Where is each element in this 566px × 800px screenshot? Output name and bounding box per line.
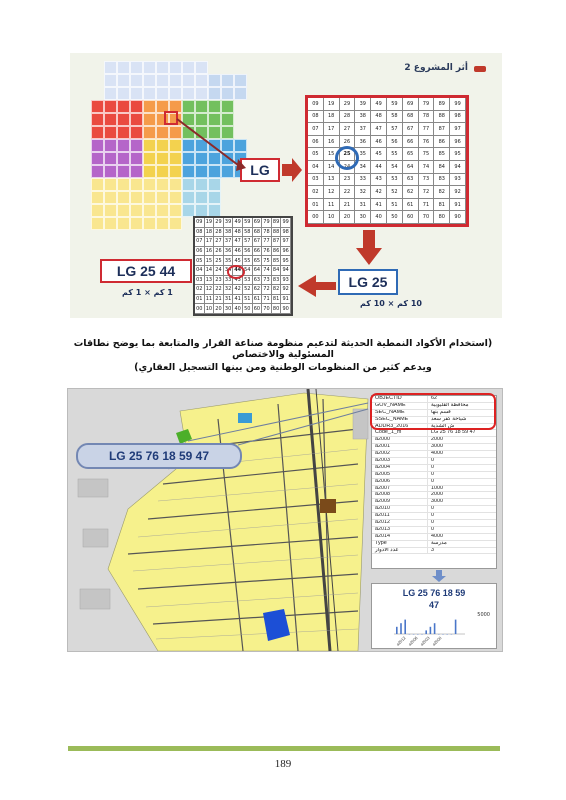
attribute-value: ش الشدية — [431, 423, 455, 429]
grid-cell: 82 — [434, 186, 450, 199]
attribute-row — [372, 527, 496, 534]
attribute-key: a2004 — [372, 465, 428, 471]
attribute-key: a2011 — [372, 513, 428, 519]
grid-cell: 69 — [253, 218, 263, 228]
grid-cell: 48 — [371, 111, 387, 124]
grid-cell: 05 — [308, 148, 324, 161]
grid-cell: 58 — [387, 111, 403, 124]
grid-cell: 51 — [243, 295, 253, 305]
attribute-value: 1000 — [431, 485, 443, 491]
figure-title: أثر المشروع 2 — [404, 63, 468, 73]
histogram-x-label: a2003 — [419, 635, 431, 647]
grid-cell: 27 — [214, 237, 224, 247]
grid-cell: 25 — [340, 148, 356, 161]
grid-cell: 33 — [224, 276, 234, 286]
lg2544-label: LG 25 44 — [100, 259, 192, 283]
grid-cell: 28 — [214, 228, 224, 238]
grid-cell: 78 — [262, 228, 272, 238]
grid-cell: 67 — [403, 123, 419, 136]
grid-cell: 37 — [355, 123, 371, 136]
grid-cell: 68 — [253, 228, 263, 238]
grid-cell: 62 — [403, 186, 419, 199]
attribute-value: 0 — [431, 520, 434, 526]
grid-cell: 90 — [450, 211, 466, 224]
grid-cell: 57 — [243, 237, 253, 247]
grid-cell: 89 — [272, 218, 282, 228]
grid-cell: 21 — [340, 199, 356, 212]
grid-cell: 89 — [434, 98, 450, 111]
grid-cell: 25 — [214, 256, 224, 266]
grid-cell: 19 — [205, 218, 215, 228]
attribute-value: 62 — [431, 396, 437, 401]
grid-cell: 56 — [243, 247, 253, 257]
attribute-row — [372, 506, 496, 513]
grid-cell: 40 — [233, 304, 243, 314]
grid-cell: 64 — [403, 161, 419, 174]
grid-cell: 32 — [355, 186, 371, 199]
grid-cell: 16 — [205, 247, 215, 257]
histogram-bar — [400, 623, 402, 634]
attribute-row — [372, 451, 496, 458]
grid-cell: 47 — [233, 237, 243, 247]
grid-cell: 60 — [253, 304, 263, 314]
attribute-key: Code_1_m — [372, 430, 428, 436]
grid-cell: 51 — [387, 199, 403, 212]
grid-cell: 10 — [205, 304, 215, 314]
grid-cell: 57 — [387, 123, 403, 136]
grid-cell: 42 — [371, 186, 387, 199]
grid-cell: 23 — [340, 174, 356, 187]
grid-cell: 66 — [253, 247, 263, 257]
grid-cell: 31 — [224, 295, 234, 305]
grid-cell: 65 — [403, 148, 419, 161]
histogram-bar — [425, 630, 427, 634]
attribute-value: LG 25 76 18 59 47 — [431, 430, 476, 436]
grid-cell: 87 — [434, 123, 450, 136]
grid-cell: 90 — [281, 304, 291, 314]
grid-cell: 27 — [340, 123, 356, 136]
grid-cell: 59 — [243, 218, 253, 228]
grid-cell: 22 — [214, 285, 224, 295]
grid-coding-figure — [70, 53, 502, 318]
attribute-key: عدد الأدوار — [372, 548, 428, 554]
attribute-row — [372, 513, 496, 520]
grid-cell: 61 — [253, 295, 263, 305]
grid-cell: 76 — [419, 136, 435, 149]
histogram-bar — [404, 620, 406, 634]
attribute-row — [372, 520, 496, 527]
down-arrow-icon — [432, 570, 446, 582]
histogram-bar — [430, 627, 432, 634]
grid-cell: 24 — [214, 266, 224, 276]
caption-line-2: ويدعم كثير من المنظومات الوطنية ومن بينها التسجيل العقاري) — [134, 362, 432, 373]
grid-cell: 59 — [387, 98, 403, 111]
grid-cell: 03 — [195, 276, 205, 286]
grid-cell: 01 — [308, 199, 324, 212]
grid-cell: 41 — [371, 199, 387, 212]
attribute-value: 2000 — [431, 492, 443, 498]
grid-cell: 61 — [403, 199, 419, 212]
grid-cell: 01 — [195, 295, 205, 305]
grid-cell: 93 — [281, 276, 291, 286]
grid-cell: 99 — [281, 218, 291, 228]
grid-cell: 99 — [450, 98, 466, 111]
grid-cell: 44 — [233, 266, 243, 276]
grid-cell: 97 — [281, 237, 291, 247]
grid-cell: 55 — [387, 148, 403, 161]
grid-cell: 30 — [355, 211, 371, 224]
grid-cell: 86 — [434, 136, 450, 149]
grid-cell: 07 — [308, 123, 324, 136]
grid-cell: 50 — [387, 211, 403, 224]
grid-cell: 19 — [324, 98, 340, 111]
attribute-row — [372, 465, 496, 472]
grid-cell: 69 — [403, 98, 419, 111]
grid-cell: 41 — [233, 295, 243, 305]
grid-cell: 03 — [308, 174, 324, 187]
histogram-bar — [434, 623, 436, 634]
grid-cell: 21 — [214, 295, 224, 305]
attribute-row — [372, 479, 496, 486]
grid-cell: 94 — [450, 161, 466, 174]
attribute-value: 4000 — [431, 533, 443, 539]
grid-cell: 17 — [205, 237, 215, 247]
grid-cell: 87 — [272, 237, 282, 247]
grid-cell: 88 — [272, 228, 282, 238]
grid-cell: 50 — [243, 304, 253, 314]
attribute-key: ADDR3_2016 — [372, 424, 428, 430]
page-number: 189 — [274, 758, 292, 770]
grid-cell: 95 — [281, 256, 291, 266]
grid-cell: 24 — [340, 161, 356, 174]
grid-cell: 37 — [224, 237, 234, 247]
grid-cell: 32 — [224, 285, 234, 295]
attribute-key: a2009 — [372, 499, 428, 505]
grid-cell: 34 — [355, 161, 371, 174]
grid-cell: 94 — [281, 266, 291, 276]
grid-cell: 26 — [214, 247, 224, 257]
attribute-row — [372, 541, 496, 548]
attribute-key: a2014 — [372, 534, 428, 540]
grid-cell: 31 — [355, 199, 371, 212]
grid-cell: 17 — [324, 123, 340, 136]
histogram-code-line2: 47 — [428, 600, 439, 610]
grid-cell: 88 — [434, 111, 450, 124]
grid-cell: 15 — [205, 256, 215, 266]
histogram-ymax-label: 5000 — [477, 612, 490, 618]
grid-cell: 66 — [403, 136, 419, 149]
attribute-value: 0 — [431, 471, 434, 477]
footer-rule — [68, 746, 500, 751]
grid-cell: 13 — [205, 276, 215, 286]
grid-cell: 84 — [272, 266, 282, 276]
grid-cell: 93 — [450, 174, 466, 187]
grid-cell: 08 — [195, 228, 205, 238]
histogram-chart — [372, 584, 496, 648]
grid-cell: 07 — [195, 237, 205, 247]
grid-cell: 64 — [253, 266, 263, 276]
grid-cell: 71 — [419, 199, 435, 212]
grid-cell: 09 — [308, 98, 324, 111]
grid-cell: 65 — [253, 256, 263, 266]
grid-cell: 80 — [272, 304, 282, 314]
attribute-value: 2000 — [431, 437, 443, 443]
attribute-row — [372, 534, 496, 541]
grid-cell: 09 — [195, 218, 205, 228]
attribute-key: a2013 — [372, 527, 428, 533]
attribute-key: a2005 — [372, 472, 428, 478]
attribute-value: 3000 — [431, 499, 443, 505]
grid-cell: 04 — [195, 266, 205, 276]
parcel-map-figure — [67, 388, 503, 652]
grid-cell: 49 — [233, 218, 243, 228]
grid-cell: 39 — [224, 218, 234, 228]
grid-cell: 36 — [224, 247, 234, 257]
histogram-x-label: a2000 — [431, 635, 443, 647]
grid-cell: 77 — [419, 123, 435, 136]
grid-cell: 22 — [340, 186, 356, 199]
grid-cell: 43 — [371, 174, 387, 187]
grid-cell: 63 — [403, 174, 419, 187]
grid-cell: 26 — [340, 136, 356, 149]
scale-1km-label: 1 كم × 1 كم — [122, 288, 173, 297]
attribute-value: 0 — [431, 506, 434, 512]
grid-cell: 52 — [387, 186, 403, 199]
grid-cell: 35 — [355, 148, 371, 161]
grid-cell: 45 — [371, 148, 387, 161]
attribute-key: a2008 — [372, 492, 428, 498]
grid-cell: 74 — [419, 161, 435, 174]
grid-cell: 05 — [195, 256, 205, 266]
grid-cell: 73 — [262, 276, 272, 286]
grid-cell: 23 — [214, 276, 224, 286]
grid-cell: 92 — [281, 285, 291, 295]
attribute-value: 3000 — [431, 444, 443, 450]
grid-cell: 72 — [419, 186, 435, 199]
grid-cell: 06 — [195, 247, 205, 257]
attribute-key: SEC_NAME — [372, 410, 428, 416]
grid-cell: 49 — [371, 98, 387, 111]
grid-cell: 11 — [205, 295, 215, 305]
grid-cell: 58 — [243, 228, 253, 238]
grid-cell: 91 — [281, 295, 291, 305]
grid-cell: 12 — [205, 285, 215, 295]
grid-cell: 62 — [253, 285, 263, 295]
attribute-value: 0 — [431, 458, 434, 464]
grid-cell: 45 — [233, 256, 243, 266]
grid-cell: 14 — [205, 266, 215, 276]
grid-cell: 18 — [324, 111, 340, 124]
attribute-row — [372, 492, 496, 499]
grid-cell: 91 — [450, 199, 466, 212]
grid-cell: 29 — [340, 98, 356, 111]
attribute-key: a2006 — [372, 479, 428, 485]
attribute-key: a2000 — [372, 437, 428, 443]
grid-cell: 33 — [355, 174, 371, 187]
grid-cell: 63 — [253, 276, 263, 286]
grid-cell: 81 — [272, 295, 282, 305]
grid-cell: 18 — [205, 228, 215, 238]
attribute-row — [372, 472, 496, 479]
grid-cell: 12 — [324, 186, 340, 199]
attribute-key: a2007 — [372, 486, 428, 492]
grid-cell: 79 — [262, 218, 272, 228]
grid-cell: 84 — [434, 161, 450, 174]
grid-cell: 70 — [419, 211, 435, 224]
grid-cell: 80 — [434, 211, 450, 224]
grid-cell: 83 — [272, 276, 282, 286]
grid-cell: 39 — [355, 98, 371, 111]
grid-cell: 13 — [324, 174, 340, 187]
grid-cell: 46 — [233, 247, 243, 257]
grid-cell: 38 — [224, 228, 234, 238]
lg-label: LG — [240, 158, 280, 182]
grid-cell: 83 — [434, 174, 450, 187]
grid-cell: 20 — [214, 304, 224, 314]
grid-cell: 44 — [371, 161, 387, 174]
attribute-key: a2001 — [372, 444, 428, 450]
grid-cell: 34 — [224, 266, 234, 276]
grid-cell: 29 — [214, 218, 224, 228]
caption-line-1: (استخدام الأكواد النمطية الحديثة لتدعيم منظومة صناعة القرار والمتابعة بما يوضح نطاقات المسئولية والاختصاص — [73, 338, 493, 360]
grid-cell: 28 — [340, 111, 356, 124]
attribute-value: 0 — [431, 478, 434, 484]
attribute-key: Type — [372, 541, 428, 547]
attribute-value: 0 — [431, 526, 434, 532]
grid-cell: 20 — [340, 211, 356, 224]
grid-cell: 35 — [224, 256, 234, 266]
attribute-highlight-box — [370, 393, 496, 430]
grid-cell: 00 — [308, 211, 324, 224]
grid-cell: 54 — [243, 266, 253, 276]
grid-cell: 40 — [371, 211, 387, 224]
grid-cell: 42 — [233, 285, 243, 295]
grid-cell: 77 — [262, 237, 272, 247]
attribute-value: شياخة كفر سعد — [431, 416, 467, 422]
histogram-x-label: a2006 — [407, 635, 419, 647]
attribute-value: محافظة القليوبية — [431, 402, 469, 408]
grid-cell: 47 — [371, 123, 387, 136]
grid-cell: 48 — [233, 228, 243, 238]
attribute-key: a2002 — [372, 451, 428, 457]
attribute-row — [372, 499, 496, 506]
attribute-key: a2003 — [372, 458, 428, 464]
grid-cell: 43 — [233, 276, 243, 286]
parcel-code-banner: LG 25 76 18 59 47 — [76, 443, 242, 469]
grid-cell: 76 — [262, 247, 272, 257]
grid-cell: 96 — [450, 136, 466, 149]
grid-cell: 97 — [450, 123, 466, 136]
grid-cell: 15 — [324, 148, 340, 161]
grid-cell: 98 — [450, 111, 466, 124]
attribute-row — [372, 548, 496, 555]
attribute-key: a2010 — [372, 506, 428, 512]
attribute-value: 3 — [431, 547, 434, 553]
attribute-key: OBJECTID — [372, 396, 428, 402]
grid-cell: 02 — [195, 285, 205, 295]
attribute-key: a2012 — [372, 520, 428, 526]
grid-cell: 70 — [262, 304, 272, 314]
grid-cell: 46 — [371, 136, 387, 149]
grid-cell: 10 — [324, 211, 340, 224]
attribute-value: 4000 — [431, 451, 443, 457]
grid-cell: 81 — [434, 199, 450, 212]
attribute-row — [372, 430, 496, 437]
grid-cell: 53 — [387, 174, 403, 187]
grid-cell: 71 — [262, 295, 272, 305]
grid-cell: 96 — [281, 247, 291, 257]
attribute-row — [372, 486, 496, 493]
attribute-value: مدرسة — [431, 540, 447, 546]
grid-cell: 30 — [224, 304, 234, 314]
flow-arrows — [70, 53, 502, 318]
grid-cell: 75 — [262, 256, 272, 266]
grid-cell: 14 — [324, 161, 340, 174]
histogram-bar — [455, 620, 457, 634]
attribute-row — [372, 444, 496, 451]
histogram-x-label: a2012 — [395, 635, 407, 647]
grid-cell: 74 — [262, 266, 272, 276]
histogram-bar — [396, 627, 398, 634]
attribute-value: قسم بنها — [431, 409, 451, 415]
grid-cell: 08 — [308, 111, 324, 124]
grid-cell: 00 — [195, 304, 205, 314]
scale-10km-label: 10 كم × 10 كم — [360, 299, 422, 308]
grid-cell: 56 — [387, 136, 403, 149]
grid-cell: 67 — [253, 237, 263, 247]
histogram-code-line1: LG 25 76 18 59 — [402, 588, 466, 598]
grid-cell: 85 — [272, 256, 282, 266]
grid-cell: 16 — [324, 136, 340, 149]
grid-cell: 36 — [355, 136, 371, 149]
grid-cell: 75 — [419, 148, 435, 161]
grid-cell: 82 — [272, 285, 282, 295]
grid-cell: 86 — [272, 247, 282, 257]
grid-cell: 79 — [419, 98, 435, 111]
grid-cell: 38 — [355, 111, 371, 124]
grid-cell: 95 — [450, 148, 466, 161]
grid-cell: 85 — [434, 148, 450, 161]
lg25-label: LG 25 — [338, 269, 398, 295]
histogram-panel — [371, 583, 497, 649]
attribute-value: 0 — [431, 513, 434, 519]
grid-cell: 68 — [403, 111, 419, 124]
grid-cell: 60 — [403, 211, 419, 224]
grid-cell: 53 — [243, 276, 253, 286]
grid-cell: 98 — [281, 228, 291, 238]
grid-cell: 55 — [243, 256, 253, 266]
grid-cell: 11 — [324, 199, 340, 212]
grid-cell: 72 — [262, 285, 272, 295]
attribute-key: SSEC_NAME — [372, 417, 428, 423]
attribute-key: GOV_NAME — [372, 403, 428, 409]
grid-cell: 04 — [308, 161, 324, 174]
grid-cell: 06 — [308, 136, 324, 149]
grid-cell: 02 — [308, 186, 324, 199]
grid-cell: 78 — [419, 111, 435, 124]
grid-cell: 52 — [243, 285, 253, 295]
grid-cell: 92 — [450, 186, 466, 199]
attribute-value: 0 — [431, 464, 434, 470]
attribute-row — [372, 437, 496, 444]
attribute-row — [372, 458, 496, 465]
grid-cell: 54 — [387, 161, 403, 174]
grid-cell: 73 — [419, 174, 435, 187]
